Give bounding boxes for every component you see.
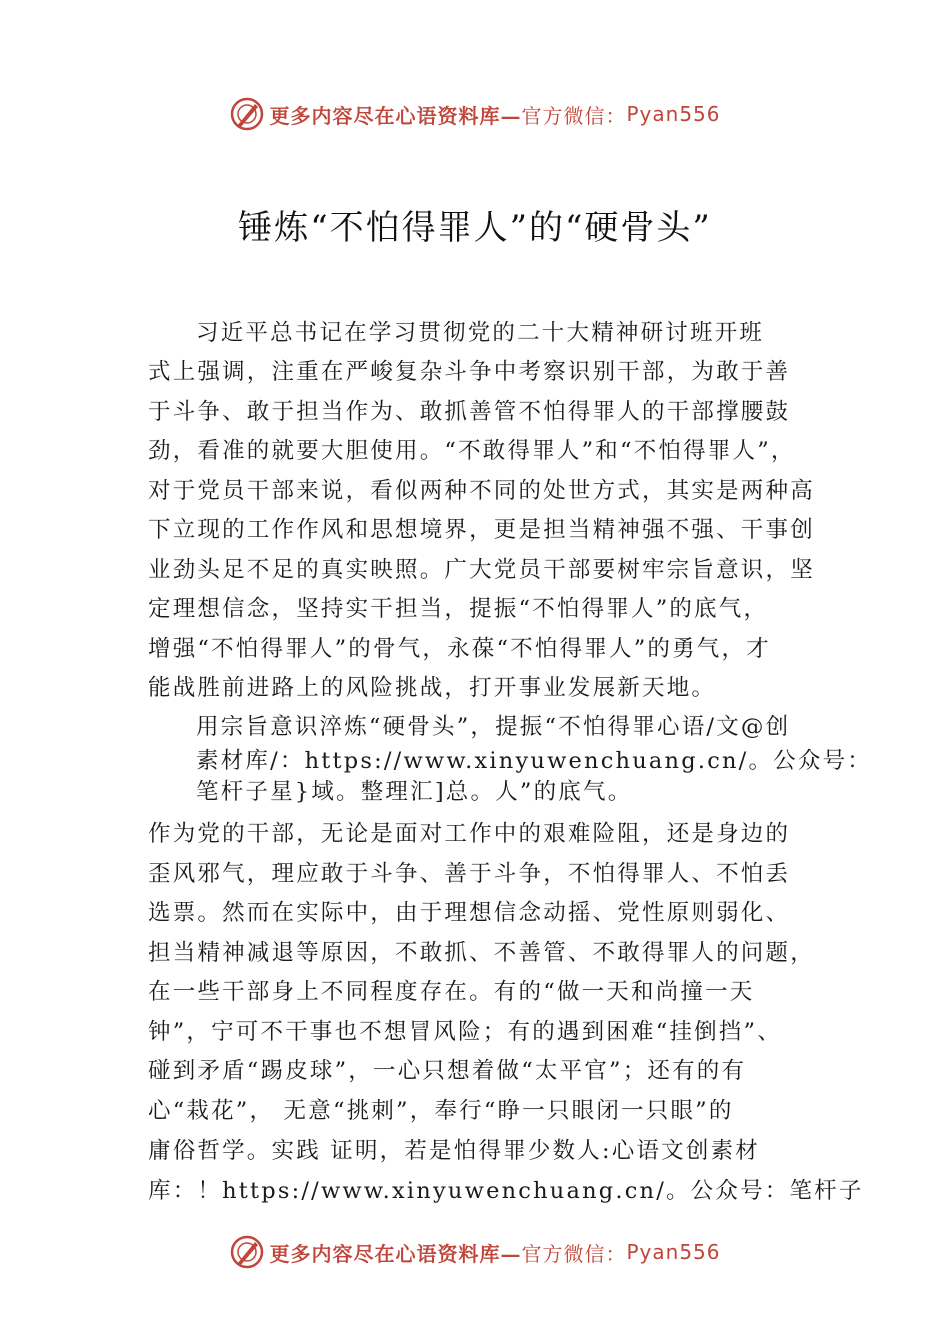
body-line: 碰到矛盾“踢皮球”，一心只想着做“太平官”；还有的有 [148,1058,747,1084]
header-banner [0,94,950,134]
body-line: 庸俗哲学。实践 证明，若是怕得罪少数人:心语文创素材 [148,1138,760,1164]
banner-text: 更多内容尽在心语资料库— [269,1241,522,1266]
body-line: 于斗争、敢于担当作为、敢抓善管不怕得罪人的干部撑腰鼓 [148,399,791,425]
body-line: 增强“不怕得罪人”的骨气，永葆“不怕得罪人”的勇气，才 [148,636,771,662]
body-line: 下立现的工作作风和思想境界，更是担当精神强不强、干事创 [148,517,815,543]
pen-logo-icon [229,1234,265,1270]
body-line: 心“栽花”， 无意“挑刺”，奉行“睁一只眼闭一只眼”的 [148,1098,734,1124]
body-line: 用宗旨意识淬炼“硬骨头”，提振“不怕得罪心语/文@创 [196,714,791,740]
body-line: 担当精神减退等原因，不敢抓、不善管、不敢得罪人的问题， [148,940,815,966]
body-line: 业劲头足不足的真实映照。广大党员干部要树牢宗旨意识，坚 [148,557,815,583]
banner-wechat-id: Pyan556 [626,1240,721,1264]
document-title: 锤炼“不怕得罪人”的“硬骨头” [238,208,712,248]
body-line: 选票。然而在实际中，由于理想信念动摇、党性原则弱化、 [148,900,791,926]
body-line: 歪风邪气，理应敢于斗争、善于斗争，不怕得罪人、不怕丢 [148,861,791,887]
body-line: 习近平总书记在学习贯彻党的二十大精神研讨班开班 [196,320,765,346]
banner-wechat-label: 官方微信： [521,103,627,128]
banner-wechat-id: Pyan556 [626,102,721,126]
body-line: 素材库/：https://www.xinyuwenchuang.cn/。公众号： [196,748,872,774]
footer-banner [0,1232,950,1272]
body-line: 笔杆子星}域。整理汇]总。人”的底气。 [196,779,633,805]
body-line: 劲，看准的就要大胆使用。“不敢得罪人”和“不怕得罪人”， [148,438,796,464]
body-line: 对于党员干部来说，看似两种不同的处世方式，其实是两种高 [148,478,815,504]
pen-logo-icon [229,96,265,132]
banner-wechat-label: 官方微信： [521,1241,627,1266]
body-line: 在一些干部身上不同程度存在。有的“做一天和尚撞一天 [148,979,755,1005]
body-line: 式上强调，注重在严峻复杂斗争中考察识别干部，为敢于善 [148,359,791,385]
body-line: 定理想信念，坚持实干担当，提振“不怕得罪人”的底气， [148,596,769,622]
banner-text: 更多内容尽在心语资料库— [269,103,522,128]
body-line: 能战胜前进路上的风险挑战，打开事业发展新天地。 [148,675,717,701]
body-line: 钟”，宁可不干事也不想冒风险；有的遇到困难“挂倒挡”、 [148,1019,782,1045]
body-line: 作为党的干部，无论是面对工作中的艰难险阻，还是身边的 [148,821,791,847]
body-line: 库：！https://www.xinyuwenchuang.cn/。公众号：笔杆子 [148,1178,864,1204]
